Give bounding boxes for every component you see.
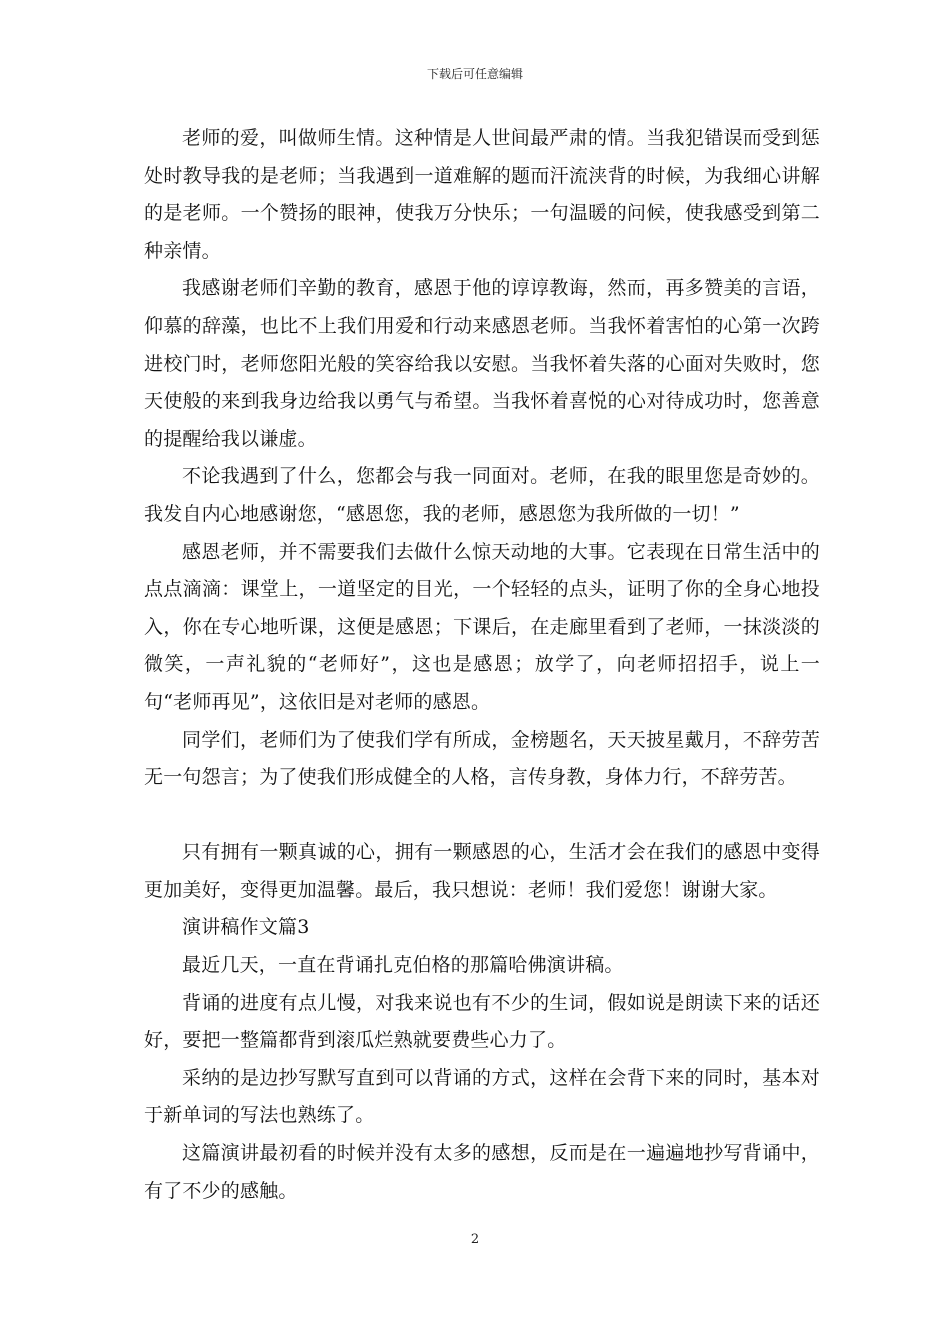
paragraph-conclusion: 只有拥有一颗真诚的心，拥有一颗感恩的心，生活才会在我们的感恩中变得更加美好，变得更加温馨。最后，我只想说：老师！我们爱您！谢谢大家。 [144, 841, 820, 901]
paragraph-thank-teachers: 我感谢老师们辛勤的教育，感恩于他的谆谆教诲，然而，再多赞美的言语，仰慕的辞藻，也比不上我们用爱和行动来感恩老师。当我怀着害怕的心第一次跨进校门时，老师您阳光般的笑容给我以安慰。当我怀着失落的心面对失败时，您天使般的来到我身边给我以勇气与希望。当我怀着喜悦的心对待成功时，您善意的提醒给我以谦虚。 [144, 277, 820, 450]
paragraph-face-together: 不论我遇到了什么，您都会与我一同面对。老师，在我的眼里您是奇妙的。我发自内心地感谢您，“感恩您，我的老师，感恩您为我所做的一切！” [144, 465, 820, 525]
paragraph-recitation-progress: 背诵的进度有点儿慢，对我来说也有不少的生词，假如说是朗读下来的话还好，要把一整篇都背到滚瓜烂熟就要费些心力了。 [144, 991, 820, 1052]
paragraph-teacher-love: 老师的爱，叫做师生情。这种情是人世间最严肃的情。当我犯错误而受到惩处时教导我的是老师；当我遇到一道难解的题而汗流浃背的时候，为我细心讲解的是老师。一个赞扬的眼神，使我万分快乐；一句温暖的问候，使我感受到第二种亲情。 [144, 127, 820, 262]
paragraph-method: 采纳的是边抄写默写直到可以背诵的方式，这样在会背下来的同时，基本对于新单词的写法也熟练了。 [144, 1066, 820, 1127]
paragraph-recent-days: 最近几天，一直在背诵扎克伯格的那篇哈佛演讲稿。 [182, 954, 624, 977]
section-heading: 演讲稿作文篇3 [182, 916, 310, 939]
paragraph-spacer [144, 797, 820, 835]
page-header: 下载后可任意编辑 [426, 67, 523, 81]
page-number: 2 [470, 1232, 480, 1247]
paragraph-daily-gratitude: 感恩老师，并不需要我们去做什么惊天动地的大事。它表现在日常生活中的点点滴滴：课堂上，一道坚定的目光，一个轻轻的点头，证明了你的全身心地投入，你在专心地听课，这便是感恩；下课后，在走廊里看到了老师，一抹淡淡的微笑，一声礼貌的“老师好”，这也是感恩；放学了，向老师招招手，说上一句“老师再见”，这依旧是对老师的感恩。 [144, 540, 820, 713]
paragraph-feelings: 这篇演讲最初看的时候并没有太多的感想，反而是在一遍遍地抄写背诵中，有了不少的感触。 [144, 1142, 820, 1202]
paragraph-classmates: 同学们，老师们为了使我们学有所成，金榜题名，天天披星戴月，不辞劳苦无一句怨言；为了使我们形成健全的人格，言传身教，身体力行，不辞劳苦。 [144, 728, 820, 789]
document-body [144, 120, 820, 1210]
